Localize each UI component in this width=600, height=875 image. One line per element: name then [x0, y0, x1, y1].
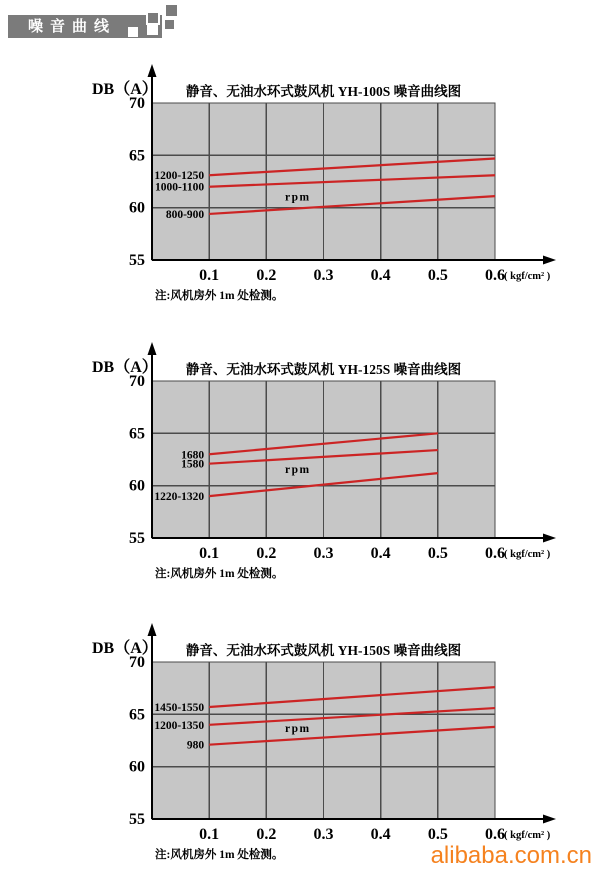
series-label: 1200-1250	[154, 170, 205, 183]
x-axis-arrow-icon	[543, 534, 556, 543]
x-tick-label: 0.5	[427, 267, 448, 284]
y-tick-label: 70	[129, 654, 145, 671]
decor-square	[147, 24, 158, 35]
series-label: 800-900	[165, 208, 205, 221]
series-label: 1200-1350	[154, 719, 205, 732]
rpm-annotation: rpm	[284, 723, 311, 736]
y-axis-arrow-icon	[148, 342, 157, 355]
chart-yh150s	[0, 619, 600, 875]
x-tick-label: 0.6	[485, 545, 505, 562]
x-tick-label: 0.3	[313, 545, 334, 562]
decor-square	[128, 27, 138, 37]
decor-square	[165, 20, 174, 29]
x-tick-label: 0.6	[485, 826, 505, 843]
x-tick-label: 0.5	[427, 545, 448, 562]
x-tick-label: 0.2	[256, 826, 277, 843]
chart-note: 注:风机房外 1m 处检测。	[155, 568, 284, 580]
chart-title: 静音、无油水环式鼓风机 YH-125S 噪音曲线图	[185, 362, 462, 377]
decor-square	[166, 5, 177, 16]
x-tick-label: 0.2	[256, 267, 277, 284]
x-axis-arrow-icon	[543, 256, 556, 265]
series-label: 1220-1320	[154, 491, 205, 504]
x-tick-label: 0.1	[199, 267, 220, 284]
chart-note: 注:风机房外 1m 处检测。	[155, 849, 284, 861]
x-tick-label: 0.1	[199, 826, 220, 843]
x-axis-arrow-icon	[543, 815, 556, 824]
x-tick-label: 0.4	[370, 267, 391, 284]
x-tick-label: 0.2	[256, 545, 277, 562]
y-axis-label: DB（A）	[92, 359, 158, 376]
x-tick-label: 0.3	[313, 826, 334, 843]
y-tick-label: 55	[129, 252, 145, 269]
y-tick-label: 60	[129, 199, 145, 217]
decor-square	[146, 11, 160, 25]
x-tick-label: 0.5	[427, 826, 448, 843]
y-tick-label: 65	[129, 425, 145, 443]
x-tick-label: 0.6	[485, 267, 505, 284]
x-axis-unit: ( kgf/cm² )	[504, 549, 551, 560]
rpm-annotation: rpm	[284, 191, 311, 204]
y-tick-label: 55	[129, 530, 145, 547]
chart-plot	[0, 619, 600, 875]
x-axis-unit: ( kgf/cm² )	[504, 271, 551, 282]
chart-note: 注:风机房外 1m 处检测。	[155, 290, 284, 302]
y-axis-label: DB（A）	[92, 640, 158, 657]
chart-plot	[0, 338, 600, 598]
series-label: 1000-1100	[154, 181, 205, 194]
header-bar	[8, 15, 162, 38]
x-axis-unit: ( kgf/cm² )	[504, 830, 551, 841]
series-label: 1450-1550	[154, 702, 205, 715]
y-axis-arrow-icon	[148, 64, 157, 77]
y-tick-label: 70	[129, 373, 145, 390]
y-axis-label: DB（A）	[92, 81, 158, 98]
y-tick-label: 70	[129, 95, 145, 112]
chart-title: 静音、无油水环式鼓风机 YH-150S 噪音曲线图	[185, 643, 462, 658]
y-tick-label: 60	[129, 758, 145, 776]
y-axis-arrow-icon	[148, 623, 157, 636]
series-label: 980	[186, 739, 205, 752]
x-tick-label: 0.3	[313, 267, 334, 284]
y-tick-label: 65	[129, 147, 145, 165]
series-label: 1580	[181, 458, 205, 471]
chart-yh125s	[0, 338, 600, 598]
y-tick-label: 60	[129, 477, 145, 495]
chart-yh100s	[0, 60, 600, 320]
series-label: 1680	[181, 449, 205, 462]
x-tick-label: 0.1	[199, 545, 220, 562]
y-tick-label: 55	[129, 811, 145, 828]
rpm-annotation: rpm	[284, 464, 311, 477]
x-tick-label: 0.4	[370, 826, 391, 843]
watermark: alibaba.com.cn	[430, 842, 592, 869]
chart-title: 静音、无油水环式鼓风机 YH-100S 噪音曲线图	[185, 84, 462, 99]
x-tick-label: 0.4	[370, 545, 391, 562]
chart-plot	[0, 60, 600, 320]
page-title: 噪音曲线	[28, 18, 117, 35]
y-tick-label: 65	[129, 706, 145, 724]
